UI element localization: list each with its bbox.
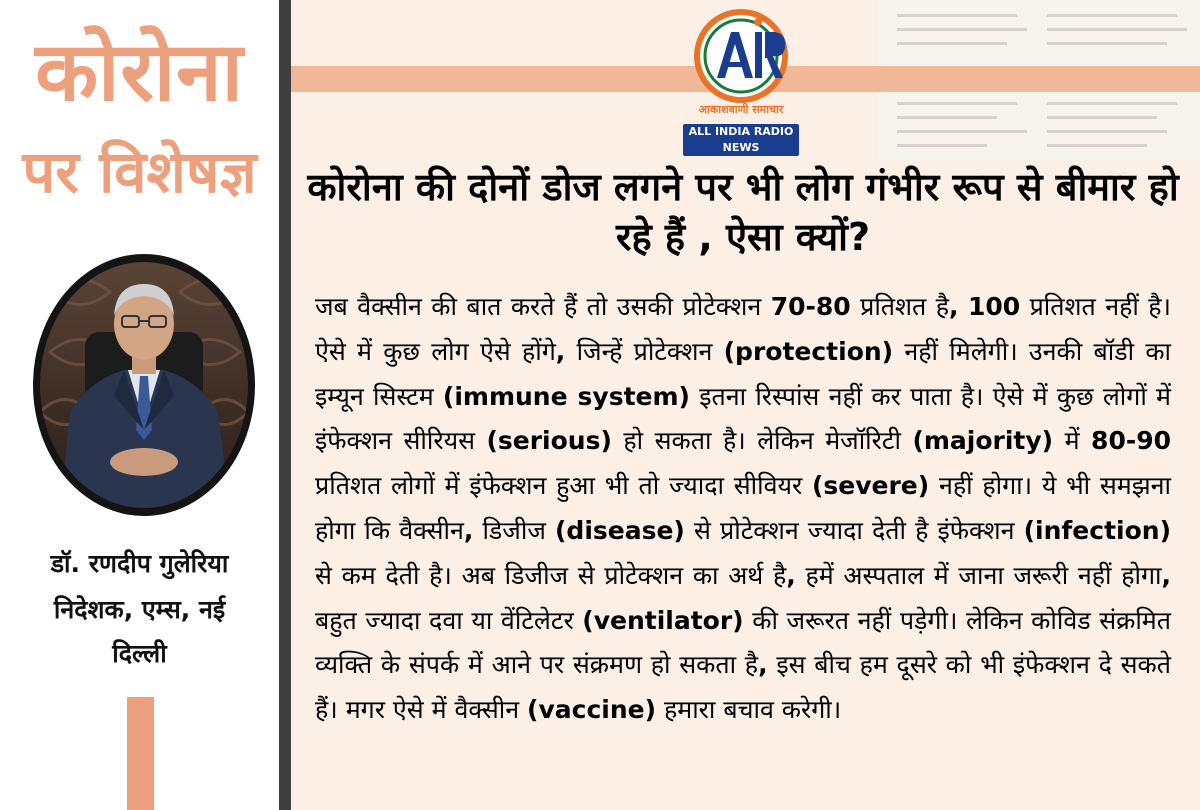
air-emblem [677, 6, 805, 106]
body-emphasis: (majority) [912, 426, 1054, 456]
accent-bar [127, 697, 154, 810]
body-run: इस बीच हम दूसरे को भी इंफेक्शन दे सकते हैं। मगर ऐसे में वैक्सीन [315, 650, 1171, 725]
article-body [315, 285, 1171, 733]
body-emphasis: (serious) [486, 426, 612, 456]
body-emphasis: (infection) [1023, 515, 1171, 545]
air-logo-icon [677, 6, 805, 154]
body-run: से प्रोटेक्शन ज्यादा देती है इंफेक्शन [684, 515, 1024, 545]
body-emphasis: 100 [967, 292, 1021, 321]
body-run: जिन्हें प्रोटेक्शन [565, 336, 724, 366]
body-emphasis: (protection) [723, 336, 894, 366]
series-title-line1: कोरोना [35, 25, 244, 120]
body-run: नहीं मिलेगी। उनकी बॉडी का इम्यून सिस्टम [315, 336, 1171, 411]
portrait-image [40, 262, 248, 508]
article-panel [291, 0, 1200, 810]
body-emphasis: 70-80 [770, 292, 851, 321]
body-run: जब वैक्सीन की बात करते हैं तो उसकी प्रोटेक्शन [315, 292, 771, 321]
body-run: हमारा बचाव करेगी। [656, 695, 842, 725]
body-emphasis: (ventilator) [582, 605, 744, 635]
body-run [959, 292, 968, 321]
body-run: हमें अस्पताल में जाना जरूरी नहीं होगा [795, 560, 1162, 590]
body-emphasis: , [949, 292, 959, 321]
logo-hindi-label: आकाशवाणी समाचार [698, 103, 784, 116]
logo-english-label: ALL INDIA RADIO NEWS [683, 124, 799, 156]
body-run: बहुत ज्यादा दवा या वेंटिलेटर [315, 605, 583, 635]
body-run: डिजीज [473, 515, 555, 545]
body-emphasis: (disease) [555, 515, 685, 545]
body-emphasis: (vaccine) [527, 695, 657, 725]
body-emphasis: , [758, 650, 768, 680]
portrait-illustration [40, 262, 248, 508]
body-run: प्रतिशत लोगों में इंफेक्शन हुआ भी तो ज्यादा सीवियर [315, 471, 812, 501]
body-run: में [1053, 426, 1092, 456]
body-emphasis: , [463, 515, 474, 545]
body-run: से कम देती है। अब डिजीज से प्रोटेक्शन का अर्थ है [315, 560, 787, 590]
article-headline: कोरोना की दोनों डोज लगने पर भी लोग गंभीर रूप से बीमार हो रहे हैं , ऐसा क्यों? [307, 165, 1179, 259]
body-run: की जरूरत नहीं पड़ेगी। लेकिन कोविड संक्रमित व्यक्ति के संपर्क में आने पर संक्रमण हो सकता है [315, 605, 1171, 680]
expert-name: डॉ. रणदीप गुलेरिया [50, 549, 229, 578]
column-divider [279, 0, 291, 810]
left-column [0, 0, 279, 810]
expert-position-line2: दिल्ली [112, 639, 167, 668]
body-emphasis: 80-90 [1091, 426, 1172, 456]
body-emphasis: (severe) [811, 471, 930, 501]
series-title-line2: पर विशेषज्ञ [22, 138, 257, 206]
body-emphasis: , [555, 336, 566, 366]
body-emphasis: , [1161, 560, 1172, 590]
body-run: नहीं होगा। ये भी समझना होगा कि वैक्सीन [315, 471, 1171, 545]
body-run: प्रतिशत है [850, 292, 950, 321]
body-emphasis: , [786, 560, 796, 590]
body-run: प्रतिशत नहीं है। ऐसे में कुछ लोग ऐसे होंगे [315, 292, 1172, 366]
body-run: हो सकता है। लेकिन मेजॉरिटी [611, 426, 913, 456]
expert-position-line1: निदेशक, एम्स, नई [53, 595, 226, 624]
body-run: इतना रिस्पांस नहीं कर पाता है। ऐसे में कुछ लोगों में इंफेक्शन सीरियस [315, 381, 1171, 456]
body-emphasis: (immune system) [442, 381, 690, 411]
